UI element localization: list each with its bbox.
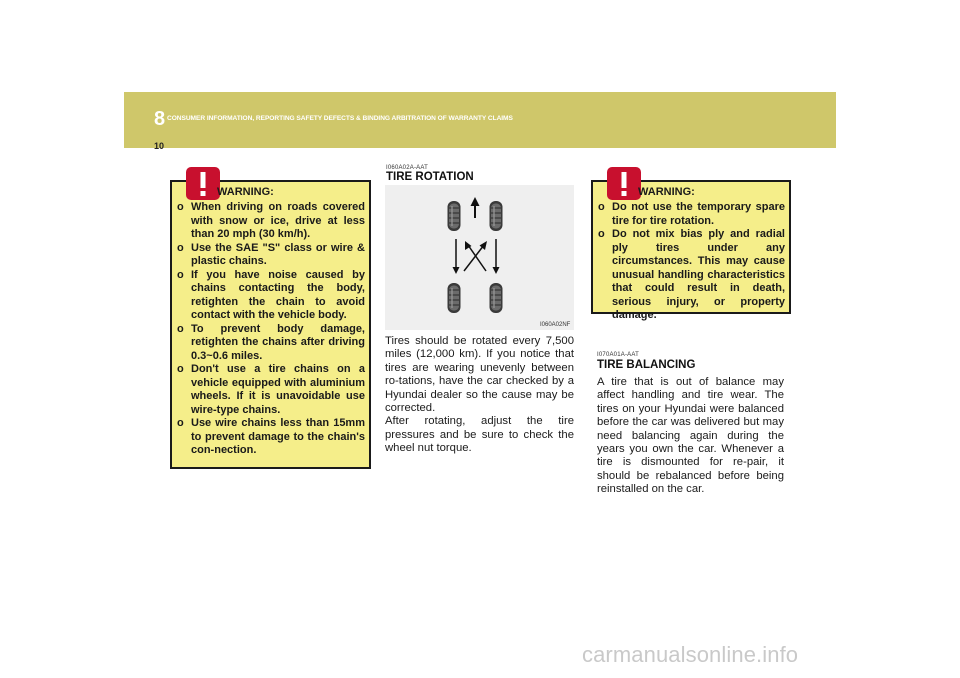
warning-sign-icon (607, 167, 641, 200)
paragraph: A tire that is out of balance may affect handling and tire wear. The tires on your Hyundai were balanced before the car was delivered but may need balancing again during the years you own the car. Whenever a tire is dismounted for re-pair, it should be rebalanced before being reinstalled on the car. (597, 376, 784, 496)
warning-item: o If you have noise caused by chains contacting the body, retighten the chain to avoid contact with the vehicle body. (177, 268, 365, 321)
warning-box-tires (591, 180, 791, 321)
warning-list (598, 201, 785, 323)
figure-code: I060A02NF (540, 322, 571, 328)
tire-rotation-illustration (385, 185, 574, 330)
warning-box-chains (170, 180, 371, 469)
section-code: I060A02A-AAT (386, 165, 428, 171)
warning-item: o Use the SAE "S" class or wire & plastic chains. (177, 241, 365, 267)
balancing-body (597, 376, 784, 497)
chapter-title: CONSUMER INFORMATION, REPORTING SAFETY DEFECTS & BINDING ARBITRATION OF WARRANTY CLAIMS (167, 115, 513, 122)
section-code: I070A01A-AAT (597, 352, 639, 358)
section-heading-rotation: TIRE ROTATION (386, 171, 474, 183)
warning-item: o Do not use the temporary spare tire for tire rotation. (598, 201, 785, 227)
page-number: 10 (154, 141, 165, 151)
paragraph: Tires should be rotated every 7,500 miles (12,000 km). If you notice that tires are wearing unevenly between ro-tations, have the car checked by a Hyundai dealer so the cause may be corrected. (385, 335, 574, 415)
chapter-number: 8 (154, 108, 166, 130)
paragraph: After rotating, adjust the tire pressures and be sure to check the wheel nut torque. (385, 415, 574, 455)
section-heading-balancing: TIRE BALANCING (597, 359, 696, 371)
warning-item: o To prevent body damage, retighten the chains after driving 0.3~0.6 miles. (177, 322, 365, 362)
watermark: carmanualsonline.info (582, 642, 799, 667)
tire-rotation-diagram (385, 185, 574, 330)
warning-item: o When driving on roads covered with snow or ice, drive at less than 20 mph (30 km/h). (177, 201, 365, 240)
warning-item: o Use wire chains less than 15mm to prevent damage to the chain's con-nection. (177, 417, 365, 456)
warning-title: WARNING: (217, 186, 274, 198)
rotation-body (385, 335, 574, 456)
warning-sign-icon (186, 167, 220, 200)
warning-list (177, 201, 365, 458)
warning-title: WARNING: (638, 186, 695, 198)
warning-item: o Do not mix bias ply and radial ply tires under any circumstances. This may cause unusual handling characteristics that could result in death, serious injury, or property damage. (598, 228, 785, 321)
warning-item: o Don't use a tire chains on a vehicle equipped with aluminium wheels. If it is unavoidable use wire-type chains. (177, 363, 365, 416)
